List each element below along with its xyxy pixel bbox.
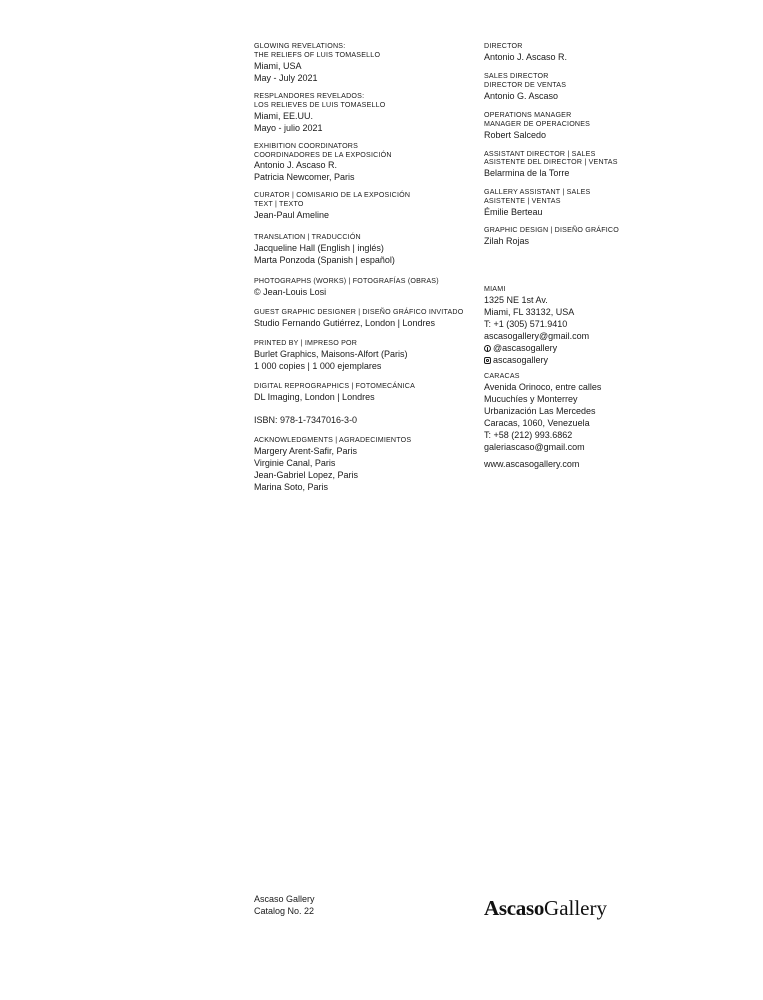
credit-heading: MIAMI	[484, 285, 506, 294]
credit-line: galeriascaso@gmail.com	[484, 441, 585, 452]
credit-line: T: +1 (305) 571.9410	[484, 318, 568, 329]
credit-line: Studio Fernando Gutiérrez, London | Londres	[254, 317, 435, 328]
credit-line: Urbanización Las Mercedes	[484, 405, 596, 416]
credit-heading: OPERATIONS MANAGER	[484, 110, 572, 119]
credit-line: Marina Soto, Paris	[254, 481, 329, 492]
credit-block	[484, 458, 724, 470]
credit-block	[254, 339, 479, 372]
credit-line: Miami, EE.UU.	[254, 110, 314, 121]
credit-block	[254, 436, 479, 493]
credit-line: Antonio G. Ascaso	[484, 90, 559, 101]
credit-block	[484, 285, 724, 366]
credit-line: 1 000 copies | 1 000 ejemplares	[254, 360, 382, 371]
social-handle	[484, 342, 724, 354]
credit-block	[254, 414, 479, 426]
facebook-icon	[484, 345, 491, 352]
credit-line: Miami, FL 33132, USA	[484, 306, 575, 317]
credit-line: DL Imaging, London | Londres	[254, 391, 375, 402]
credit-heading: SALES DIRECTOR	[484, 71, 549, 80]
credit-block	[254, 92, 479, 134]
credit-heading: LOS RELIEVES DE LUIS TOMASELLO	[254, 100, 386, 109]
credit-heading: COORDINADORES DE LA EXPOSICIÓN	[254, 150, 392, 159]
credit-heading: DIGITAL REPROGRAPHICS | FOTOMECÁNICA	[254, 381, 416, 390]
credit-line: Margery Arent-Safir, Paris	[254, 445, 358, 456]
credit-line: Jean-Gabriel Lopez, Paris	[254, 469, 359, 480]
credit-heading: DIRECTOR	[484, 42, 523, 50]
footer-catalog-number: Catalog No. 22	[254, 906, 315, 916]
credits-column-left	[254, 42, 479, 493]
instagram-icon	[484, 357, 491, 364]
credit-heading: GALLERY ASSISTANT | SALES	[484, 188, 591, 197]
credit-line: Mucuchíes y Monterrey	[484, 393, 578, 404]
credit-heading: GLOWING REVELATIONS:	[254, 42, 346, 50]
footer-catalog-info	[254, 893, 315, 917]
credit-block	[484, 111, 724, 141]
credit-heading: ASISTENTE DEL DIRECTOR | VENTAS	[484, 158, 618, 167]
credit-heading: RESPLANDORES REVELADOS:	[254, 91, 365, 100]
credit-line: Patricia Newcomer, Paris	[254, 172, 355, 183]
credit-line: Zilah Rojas	[484, 236, 530, 247]
credit-heading: GRAPHIC DESIGN | DISEÑO GRÁFICO	[484, 226, 619, 235]
credit-line: ascasogallery@gmail.com	[484, 330, 590, 341]
credit-line: 1325 NE 1st Av.	[484, 294, 548, 305]
credit-heading: CURATOR | COMISARIO DE LA EXPOSICIÓN	[254, 191, 411, 200]
credit-heading: TRANSLATION | TRADUCCIÓN	[254, 233, 361, 242]
ascaso-gallery-logo	[484, 895, 607, 921]
credit-line: May - July 2021	[254, 72, 318, 83]
credit-line: Virginie Canal, Paris	[254, 457, 336, 468]
credit-line: Burlet Graphics, Maisons-Alfort (Paris)	[254, 348, 408, 359]
credit-heading: ASISTENTE | VENTAS	[484, 197, 561, 206]
credit-block	[484, 188, 724, 218]
credit-heading: PRINTED BY | IMPRESO POR	[254, 338, 358, 347]
credit-heading: CARACAS	[484, 371, 520, 380]
credit-line: Mayo - julio 2021	[254, 122, 323, 133]
credits-column-right	[484, 42, 724, 470]
credit-block	[484, 226, 724, 247]
logo-bold-part: Ascaso	[484, 896, 545, 920]
credit-line: Robert Salcedo	[484, 129, 547, 140]
credit-heading: GUEST GRAPHIC DESIGNER | DISEÑO GRÁFICO INVITADO	[254, 308, 464, 317]
credit-line: Miami, USA	[254, 60, 302, 71]
credit-line: Jacqueline Hall (English | inglés)	[254, 243, 384, 254]
credit-line: T: +58 (212) 993.6862	[484, 429, 573, 440]
credit-line: Belarmina de la Torre	[484, 168, 570, 179]
credit-heading: TEXT | TEXTO	[254, 200, 304, 209]
credit-heading: EXHIBITION COORDINATORS	[254, 141, 359, 150]
credit-block	[254, 42, 479, 84]
credit-block	[254, 382, 479, 403]
credit-heading: THE RELIEFS OF LUIS TOMASELLO	[254, 50, 381, 59]
credit-block	[254, 233, 479, 266]
credit-line: ISBN: 978-1-7347016-3-0	[254, 414, 358, 425]
credit-block	[484, 42, 724, 63]
credit-block	[254, 277, 479, 298]
credit-block	[484, 72, 724, 102]
logo-regular-part: Gallery	[544, 896, 608, 920]
credit-line: Jean-Paul Ameline	[254, 210, 330, 221]
credit-line: Avenida Orinoco, entre calles	[484, 381, 602, 392]
credit-heading: ACKNOWLEDGMENTS | AGRADECIMIENTOS	[254, 435, 412, 444]
social-handle-text: ascasogallery	[493, 354, 549, 365]
credit-heading: DIRECTOR DE VENTAS	[484, 80, 567, 89]
credit-line: Marta Ponzoda (Spanish | español)	[254, 255, 395, 266]
credit-heading: ASSISTANT DIRECTOR | SALES	[484, 149, 596, 158]
credit-line: Antonio J. Ascaso R.	[254, 160, 338, 171]
credit-line: www.ascasogallery.com	[484, 458, 580, 469]
credit-block	[254, 191, 479, 221]
credit-line: Émilie Berteau	[484, 207, 543, 218]
credit-line: Caracas, 1060, Venezuela	[484, 417, 590, 428]
credit-block	[254, 308, 479, 329]
credit-heading: MANAGER DE OPERACIONES	[484, 119, 591, 128]
footer-gallery-name: Ascaso Gallery	[254, 894, 315, 904]
credit-block	[484, 150, 724, 180]
credit-block	[484, 372, 724, 453]
credit-block	[254, 142, 479, 184]
credit-line: Antonio J. Ascaso R.	[484, 51, 568, 62]
social-handle-text: @ascasogallery	[493, 342, 558, 353]
credit-heading: PHOTOGRAPHS (WORKS) | FOTOGRAFÍAS (OBRAS)	[254, 277, 439, 286]
social-handle	[484, 354, 724, 366]
credit-line: © Jean-Louis Losi	[254, 287, 327, 298]
